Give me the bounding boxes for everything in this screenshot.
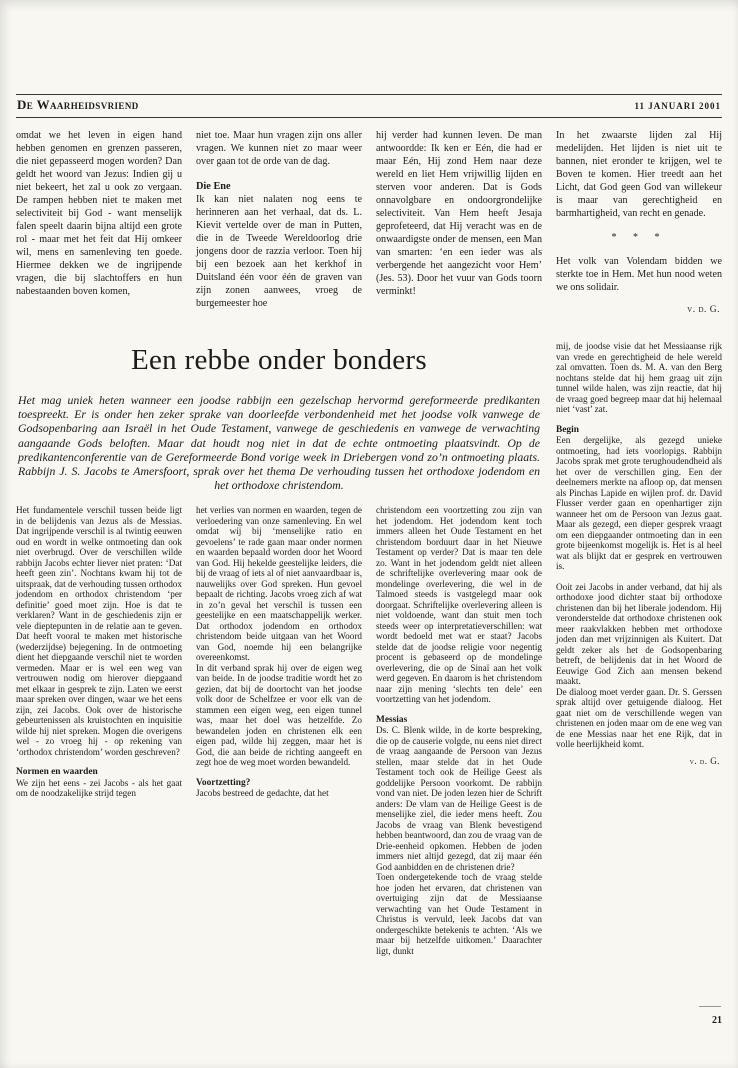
section-heading-die-ene: Die Ene	[196, 181, 231, 192]
article-column-1	[16, 505, 182, 956]
paragraph: We zijn het eens - zei Jacobs - als het gaat om de noodzakelijke strijd tegen	[16, 777, 182, 799]
paragraph: niet toe. Maar hun vragen zijn ons aller vragen. We kunnen niet zo maar weer over gaan tot de orde van de dag.	[196, 130, 362, 167]
paragraph: Jacobs bestreed de gedachte, dat het	[196, 788, 329, 799]
article-section	[16, 341, 722, 956]
issue-date: 11 JANUARI 2001	[634, 101, 721, 111]
section-heading-messias: Messias	[376, 714, 408, 725]
paragraph: Toen ondergetekende toch de vraag stelde hoe joden het ervaren, dat christenen van overtuiging zijn dat de Messiaanse verwachting van het Oude Testament in Christus is vervuld, leek Jacobs dat van ondergeschikte betekenis te achten. ‘Als we maar bij hetzelfde uitkomen.’ Daarachter ligt, dunkt	[376, 872, 542, 956]
paragraph: Een dergelijke, als gezegd unieke ontmoeting, had iets voorlopigs. Rabbijn Jacobs sprak met grote terughoudendheid als het over de verschillen ging. Een der deelnemers merkte na afloop op, dat mensen als Pinchas Lapide en wijlen prof. dr. David Flusser verder gaan en openhartiger zijn wanneer het om de Persoon van Jezus gaat. Maar als gezegd, een dieper gesprek vraagt om een diepgaander ontmoeting dan in een grote bijeenkomst mogelijk is. Het is al heel wat als blijkt dat er gesprek en vertrouwen is.	[556, 435, 722, 571]
page-number: 21	[712, 1015, 722, 1026]
masthead-bar	[16, 94, 722, 118]
stars-separator: * * *	[611, 232, 667, 243]
page-footer	[699, 1006, 722, 1028]
paragraph: het verlies van normen en waarden, tegen de verloedering van onze samenleving. En wel omdat wij bij ‘menselijke ratio en gevoelens’ te rade gaan maar onder normen en waarden bepaald worden door het Woord van God. Hij hekelde geestelijke leiders, die bij de vraag of iets al of niet aanvaardbaar is, nauwelijks over God spreken. Hun gevoel bepaalt de richting. Jacobs vroeg zich af wat in zo’n geval het verschil is tussen een geestelijke en een maatschappelijk werker. Dat orthodox jodendom en orthodox christendom beide uitgaan van het Woord van God, noemde hij een belangrijke overeenkomst.	[196, 505, 362, 663]
paragraph: Ik kan niet nalaten nog eens te herinneren aan het verhaal, dat ds. L. Kievit vertelde over de man in Putten, die in de Tweede Wereldoorlog drie jongens door de razzia verloor. Toen hij bij een bezoek aan het kerkhof in Duitsland één voor één de graven van zijn zonen aanwees, vroeg de burgemeester hoe	[196, 194, 362, 309]
top-column-4	[556, 129, 722, 315]
article-title: Een rebbe onder bonders	[131, 344, 427, 376]
top-column-1	[16, 129, 182, 315]
paragraph: De dialoog moet verder gaan. Dr. S. Gerssen sprak altijd over getuigende dialoog. Het gaat niet om de verschillende wegen van christenen en joden maar om de ene weg van de ene Messias naar het ene Rijk, dat in volle heerlijkheid komt.	[556, 686, 722, 749]
top-section	[16, 129, 722, 315]
paragraph: hij verder had kunnen leven. De man antwoordde: Ik ken er Eén, die had er maar Eén, Hij zond Hem naar deze wereld en liet Hem vrijwillig lijden en sterven voor anderen. Dat is Gods onnavolgbare en ondoorgrondelijke selectiviteit. Van Hem heeft Jesaja geprofeteerd, dat Hij veracht was en de onwaardigste onder de mensen, een Man van smarten: ‘en een ieder was als verbergende het aangezicht voor Hem’ (Jes. 53). Door het vuur van Gods toorn verminkt!	[376, 130, 542, 297]
section-heading-normen-en-waarden: Normen en waarden	[16, 767, 98, 778]
paragraph: mij, de joodse visie dat het Messiaanse rijk van vrede en gerechtigheid de hele wereld zal omvatten. Toen ds. M. A. van den Berg nochtans stelde dat hij hem graag uit zijn tunnel wilde halen, was zijn reactie, dat hij de vraag goed begreep maar dat hij helemaal niet ‘vast’ zat.	[556, 341, 722, 414]
article-body-columns	[16, 505, 542, 956]
section-heading-voortzetting: Voortzetting?	[196, 777, 251, 788]
article-main	[16, 341, 542, 956]
article-column-2	[196, 505, 362, 956]
author-initials: v. d. G.	[689, 755, 720, 766]
paragraph: Het volk van Volendam bidden we sterkte toe in Hem. Met hun nood weten we ons solidair.	[556, 256, 722, 293]
paragraph: christendom een voortzetting zou zijn van het jodendom. Het jodendom kent toch immers alleen het Oude Testament en het christendom borduurt daar in het Nieuwe Testament op verder? Dat is maar ten dele zo. Want in het jodendom geldt niet alleen de schriftelijke overlevering maar ook de mondelinge overlevering, die wel in de Talmoed steeds is vastgelegd maar ook doorgaat. Schriftelijke overlevering alleen is niet voldoende, want dan stuit men toch steeds weer op interpretatieverschillen: wat wordt bedoeld met wat er staat? Jacobs stelde dat de joodse religie voor negentig procent is gebaseerd op de mondelinge overlevering, die op de Sinaï aan het volk werd gegeven. En daarom is het christendom naar zijn mening ‘slechts ten dele’ een voortzetting van het jodendom.	[376, 505, 542, 705]
paragraph: omdat we het leven in eigen hand hebben genomen en grenzen passeren, die niet gepasseerd mogen worden? Dan geldt het woord van Jezus: Indien gij u niet bekeert, het zal u ook zo vergaan. De rampen hebben niet te maken met selectiviteit bij God - want menselijk falen speelt daarin bijna altijd een grote rol - maar met het feit dat Hij omkeer wil, mens en samenleving ten goede. Hiermee dekken we de ingrijpende vragen, die bij slachtoffers en hun nabestaanden boven komen,	[16, 130, 182, 297]
article-column-3	[376, 505, 542, 956]
section-heading-begin: Begin	[556, 424, 579, 435]
paragraph: In het zwaarste lijden zal Hij medelijden. Het lijden is niet uit te bannen, niet eronder te krijgen, wel te Boven te komen. Hier treedt aan het Licht, dat God geen God van willekeur is maar van gerechtigheid en barmhartigheid, van recht en genade.	[556, 130, 722, 219]
footer-rule	[699, 1006, 721, 1007]
paragraph: In dit verband sprak hij over de eigen weg van beide. In de joodse traditie wordt het zo gezien, dat bij de doortocht van het joodse volk door de Schelfzee er voor elk van de stammen een eigen weg, een eigen tunnel was, maar het doel was hetzelfde. Zo bewandelen joden en christenen elk een eigen pad, wilde hij zeggen, maar het is God, die aan beide de richting aangeeft en zegt hoe de weg moet worden bewandeld.	[196, 662, 362, 768]
top-column-3	[376, 129, 542, 315]
paragraph: Ds. C. Blenk wilde, in de korte bespreking, die op de causerie volgde, nu eens niet direct de vraag aangaande de Persoon van Jezus stellen, maar stelde dat in het Oude Testament toch ook de Heilige Geest als goddelijke Persoon voorkomt. De rabbijn vond van niet. De joden lezen hier de Schrift anders: De vlam van de Heilige Geest is de menselijke ziel, die ieder mens heeft. Zou Jacobs de vraag van Blenk bevestigend hebben beantwoord, dan zou de vraag van de Drie-eenheid opkomen. Hebben de joden immers niet altijd gezegd, dat zij maar één God aanbidden en de christenen drie?	[376, 725, 542, 872]
masthead-title: De Waarheidsvriend	[17, 97, 139, 112]
paragraph: Het fundamentele verschil tussen beide ligt in de belijdenis van Jezus als de Messias. Dat ingrijpende verschil is al twintig eeuwen oud en wordt in welke ontmoeting dan ook niet overbrugd. Over de verschillen wilde rabbijn Jacobs echter liever niet praten: ‘Dat heeft geen zin’. Nochtans kwam hij tot de uitspraak, dat de verhouding tussen orthodox jodendom en orthodox christendom ‘per definitie’ goed moet zijn. Hoe is dat te verklaren? Want in de geschiedenis zijn er vele dieptepunten in de relatie aan te geven. Dat heeft vooral te maken met historische (wederzijdse) bejegening. In de ontmoeting dient het diepgaande verschil niet te worden vermeden. Maar er is wel een weg van vertrouwen nodig om hierover diepgaand met elkaar in gesprek te zijn. Laten we eerst maar spreken over dingen, waar we het eens zijn, zei Jacobs. Ook over de historische gebeurtenissen als kruistochten en inquisitie wilde hij niet spreken. Mogen die overigens wel - zo vroeg hij - op rekening van ‘orthodox christendom’ worden geschreven?	[16, 505, 182, 757]
author-initials: v. d. G.	[687, 305, 720, 315]
paragraph: Ooit zei Jacobs in ander verband, dat hij als orthodoxe jood dichter staat bij orthodoxe christenen dan bij het liberale jodendom. Hij veronderstelde dat orthodoxe christenen ook meer raakvlakken hebben met orthodoxe joden dan met vrijzinnigen als Kuitert. Dat geldt zeker als het de Godsopenbaring betreft, de belijdenis dat in het Woord de Eeuwige God Zich aan mensen bekend maakt.	[556, 581, 722, 686]
article-intro: Het mag uniek heten wanneer een joodse rabbijn een gezelschap hervormd gereformeerde predikanten toespreekt. Er is onder hen zeker sprake van doorleefde verbondenheid met het joodse volk vanwege de Godsopenbaring aan Israël in het Oude Testament, vanwege de geschiedenis en vanwege de verwachting aangaande Gods beloften. Maar dat houdt nog niet in dat de echte ontmoeting plaatsvindt. Op de predikantenconferentie van de Gereformeerde Bond vorige week in Driebergen vond zo’n ontmoeting plaats. Rabbijn J. S. Jacobs te Amersfoort, sprak over het thema De verhouding tussen het orthodoxe jodendom en het orthodoxe christendom.	[18, 392, 540, 493]
article-column-4	[556, 341, 722, 766]
top-column-2	[196, 129, 362, 315]
